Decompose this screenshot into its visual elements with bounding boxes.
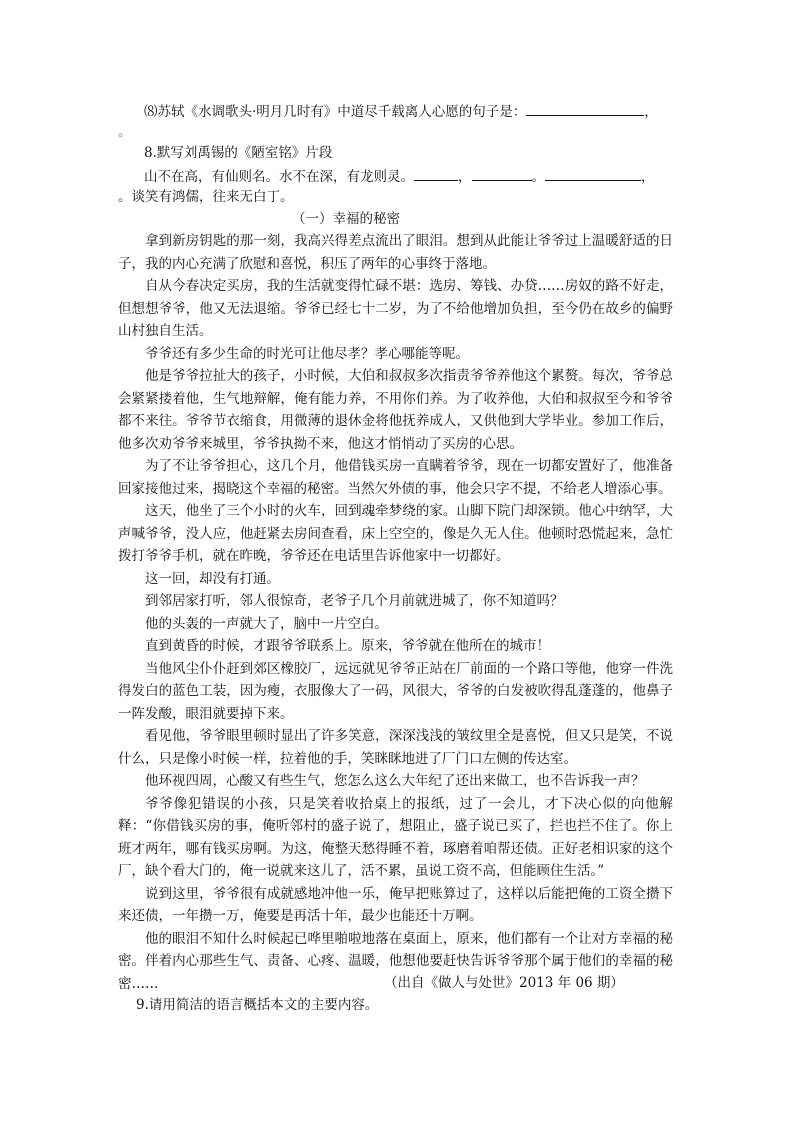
answer-blank-1[interactable] xyxy=(414,164,458,181)
question-8-item-8 xyxy=(144,99,658,124)
article-paragraph: 为了不让爷爷担心，这几个月，他借钱买房一直瞒着爷爷，现在一切都安置好了，他准备回家接他过来，揭晓这个幸福的秘密。当然欠外债的事，他会只字不提，不给老人增添心事。 xyxy=(118,458,673,497)
question-8-item-8-suffix: ， xyxy=(644,104,658,120)
article-paragraph: 自从今春决定买房，我的生活就变得忙碌不堪：选房、筹钱、办贷……房奴的路不好走，但想想爷爷，他又无法退缩。爷爷已经七十二岁，为了不给他增加负担，至今仍在故乡的偏野山村独自生活。 xyxy=(118,278,673,339)
article-body xyxy=(118,230,673,995)
article-paragraph: 看见他，爷爷眼里顿时显出了许多笑意，深深浅浅的皱纹里全是喜悦，但又只是笑，不说什么，只是像小时候一样，拉着他的手，笑眯眯地进了厂门口左侧的传达室。 xyxy=(118,728,673,767)
article-paragraph: 说到这里，爷爷很有成就感地冲他一乐，俺早把账算过了，这样以后能把俺的工资全攒下来还债，一年攒一万，俺要是再活十年，最少也能还十万啊。 xyxy=(118,885,673,924)
article-paragraph: 他的眼泪不知什么时候起已哗里啪啦地落在桌面上，原来，他们都有一个让对方幸福的秘密。伴着内心那些生气、责备、心疼、温暖，他想他要赶快告诉爷爷那个属于他们的幸福的秘密…… xyxy=(118,930,673,992)
line-end-period: 。 xyxy=(118,124,132,140)
article-title: （一）幸福的秘密 xyxy=(292,211,400,227)
loushiming-text: 山不在高，有仙则名。水不在深，有龙则灵。 xyxy=(144,169,414,185)
answer-blank-2[interactable] xyxy=(472,164,532,181)
article-paragraph: 他的头轰的一声就大了，脑中一片空白。 xyxy=(145,615,388,632)
article-paragraph: 这天，他坐了三个小时的火车，回到魂牵梦绕的家。山脚下院门却深锁。他心中纳罕，大声喊爷爷，没人应，他赶紧去房间查看，床上空空的，像是久无人住。他顿时恐慌起来，急忙拨打爷爷手机，就在昨晚，爷爷还在电话里告诉他家中一切都好。 xyxy=(118,503,673,564)
comma-sep-2: ， xyxy=(641,169,655,185)
article-paragraph: 直到黄昏的时候，才跟爷爷联系上。原来，爷爷就在他所在的城市！ xyxy=(145,638,550,654)
question-8-item-8-prefix: ⑻苏轼《水调歌头·明月几时有》中道尽千载离人心愿的句子是： xyxy=(144,104,527,120)
article-paragraph: 当他风尘仆仆赶到郊区橡胶厂，远远就见爷爷正站在厂前面的一个路口等他，他穿一件洗得发白的蓝色工装，因为瘦，衣服像大了一码，风很大，爷爷的白发被吹得乱蓬蓬的，他鼻子一阵发酸，眼泪就要掉下来。 xyxy=(118,660,673,722)
article-paragraph: 拿到新房钥匙的那一刻，我高兴得差点流出了眼泪。想到从此能让爷爷过上温暖舒适的日子，我的内心充满了欣慰和喜悦，积压了两年的心事终于落地。 xyxy=(118,233,673,272)
question-8-item-8-line2 xyxy=(118,120,132,144)
loushiming-line2: 。谈笑有鸿儒，往来无白丁。 xyxy=(118,189,294,205)
article-paragraph: 爷爷像犯错误的小孩，只是笑着收拾桌上的报纸，过了一会儿，才下决心似的向他解释：“你借钱买房的事，俺听邻村的盛子说了，想阻止，盛子说已买了，拦也拦不住了。你上班才两年，哪有钱买房啊。为这，俺整天愁得睡不着，琢磨着咱帮还债。正好老相识家的这个厂，缺个看大门的，俺一说就来这儿了，活不累，虽说工资不高，但能顾住生活。” xyxy=(118,795,673,879)
loushiming-line1 xyxy=(144,164,655,189)
article-paragraph: 他环视四周，心酸又有些生气，您怎么这么大年纪了还出来做工，也不告诉我一声？ xyxy=(145,773,645,789)
answer-blank[interactable] xyxy=(526,99,644,116)
article-paragraph: 到邻居家打听，邻人很惊奇，老爷子几个月前就进城了，你不知道吗？ xyxy=(145,593,564,609)
question-8-heading: 8.默写刘禹锡的《陋室铭》片段 xyxy=(144,145,333,161)
article-source: （出自《做人与处世》2013 年 06 期） xyxy=(384,975,624,991)
answer-blank-3[interactable] xyxy=(545,164,641,181)
comma-sep: ， xyxy=(458,169,472,185)
question-9: 9.请用简洁的语言概括本文的主要内容。 xyxy=(136,997,379,1013)
period-sep: 。 xyxy=(531,169,545,185)
article-paragraph: 爷爷还有多少生命的时光可让他尽孝？孝心哪能等呢。 xyxy=(145,345,469,362)
article-paragraph: 这一回，却没有打通。 xyxy=(145,570,280,587)
article-paragraph: 他是爷爷拉扯大的孩子，小时候，大伯和叔叔多次指责爷爷养他这个累赘。每次，爷爷总会紧紧搂着他，生气地辩解，俺有能力养，不用你们养。为了收养他，大伯和叔叔至今和爷爷都不来往。爷爷节衣缩食，用微薄的退休金将他抚养成人，又供他到大学毕业。参加工作后，他多次劝爷爷来城里，爷爷执拗不来，他这才悄悄动了买房的心思。 xyxy=(118,368,673,452)
